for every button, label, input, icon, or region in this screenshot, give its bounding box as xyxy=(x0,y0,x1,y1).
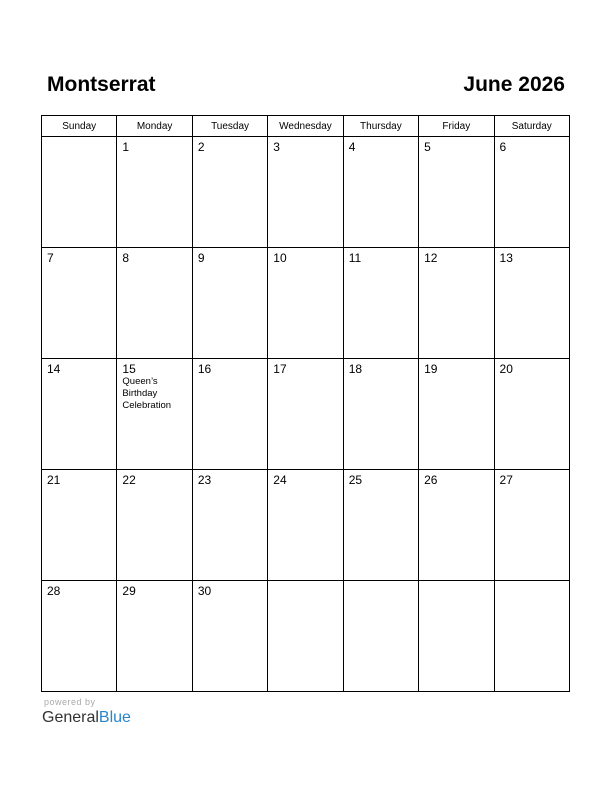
day-cell xyxy=(494,581,569,692)
day-cell xyxy=(268,359,343,470)
day-cell xyxy=(343,359,418,470)
week-row xyxy=(42,359,570,470)
day-cell xyxy=(117,137,192,248)
day-number: 9 xyxy=(197,251,205,265)
brand-blue-text: Blue xyxy=(98,709,131,726)
day-number: 6 xyxy=(499,140,507,154)
week-row xyxy=(42,137,570,248)
day-number xyxy=(42,137,116,140)
day-number: 23 xyxy=(197,473,212,487)
day-number: 30 xyxy=(197,584,212,598)
day-cell xyxy=(419,470,494,581)
day-cell xyxy=(494,359,569,470)
day-number: 20 xyxy=(499,362,513,376)
day-number: 13 xyxy=(499,251,513,265)
country-title: Montserrat xyxy=(47,73,156,96)
day-cell xyxy=(419,359,494,470)
day-number: 14 xyxy=(47,362,61,376)
weekday-header: Monday xyxy=(117,116,192,137)
day-cell xyxy=(42,581,117,692)
day-number xyxy=(495,581,569,584)
day-number: 5 xyxy=(424,140,431,154)
powered-by-text: powered by xyxy=(44,697,96,707)
week-row xyxy=(42,248,570,359)
day-number: 1 xyxy=(122,140,130,154)
calendar-grid xyxy=(41,115,570,692)
day-number: 10 xyxy=(273,251,287,265)
day-number: 15 xyxy=(122,362,136,376)
day-number: 17 xyxy=(273,362,287,376)
day-number: 26 xyxy=(424,473,438,487)
brand-general-text: General xyxy=(42,709,99,726)
day-number: 3 xyxy=(273,140,280,154)
day-cell xyxy=(343,581,418,692)
day-cell xyxy=(268,248,343,359)
weekday-header-row xyxy=(42,116,570,137)
day-number: 4 xyxy=(348,140,356,154)
day-cell xyxy=(419,581,494,692)
day-cell xyxy=(117,581,192,692)
day-cell xyxy=(494,137,569,248)
day-cell xyxy=(117,248,192,359)
day-number: 27 xyxy=(499,473,513,487)
day-cell xyxy=(117,470,192,581)
generalblue-logo[interactable] xyxy=(42,708,131,728)
day-number: 24 xyxy=(273,473,287,487)
weekday-header: Tuesday xyxy=(192,116,267,137)
weekday-header: Saturday xyxy=(494,116,569,137)
day-number: 22 xyxy=(122,473,136,487)
day-cell xyxy=(419,248,494,359)
weekday-header: Sunday xyxy=(42,116,117,137)
day-cell xyxy=(42,470,117,581)
day-cell xyxy=(494,248,569,359)
holiday-label: Queen’s Birthday Celebration xyxy=(122,376,172,411)
day-cell xyxy=(343,137,418,248)
day-number: 8 xyxy=(122,251,130,265)
day-number: 11 xyxy=(348,251,362,265)
day-cell xyxy=(42,248,117,359)
day-cell xyxy=(268,581,343,692)
month-year-title: June 2026 xyxy=(463,73,565,96)
day-cell xyxy=(268,137,343,248)
day-number: 29 xyxy=(122,584,136,598)
day-number: 12 xyxy=(424,251,438,265)
week-row xyxy=(42,581,570,692)
day-number: 16 xyxy=(197,362,212,376)
weekday-header: Friday xyxy=(419,116,494,137)
day-number: 7 xyxy=(47,251,54,265)
day-cell xyxy=(419,137,494,248)
day-number xyxy=(419,581,493,584)
day-cell xyxy=(117,359,192,470)
week-row xyxy=(42,470,570,581)
day-cell xyxy=(192,248,267,359)
day-cell xyxy=(42,137,117,248)
day-number: 2 xyxy=(197,140,205,154)
day-cell xyxy=(192,137,267,248)
day-number xyxy=(268,581,342,584)
day-number xyxy=(344,581,418,584)
day-cell xyxy=(343,248,418,359)
day-number: 21 xyxy=(47,473,61,487)
weekday-header: Thursday xyxy=(343,116,418,137)
day-number: 18 xyxy=(348,362,363,376)
day-number: 28 xyxy=(47,584,61,598)
day-cell xyxy=(192,581,267,692)
day-cell xyxy=(192,470,267,581)
day-cell xyxy=(268,470,343,581)
day-cell xyxy=(343,470,418,581)
day-number: 19 xyxy=(424,362,438,376)
day-number: 25 xyxy=(348,473,363,487)
weekday-header: Wednesday xyxy=(268,116,343,137)
day-cell xyxy=(494,470,569,581)
day-cell xyxy=(192,359,267,470)
day-cell xyxy=(42,359,117,470)
